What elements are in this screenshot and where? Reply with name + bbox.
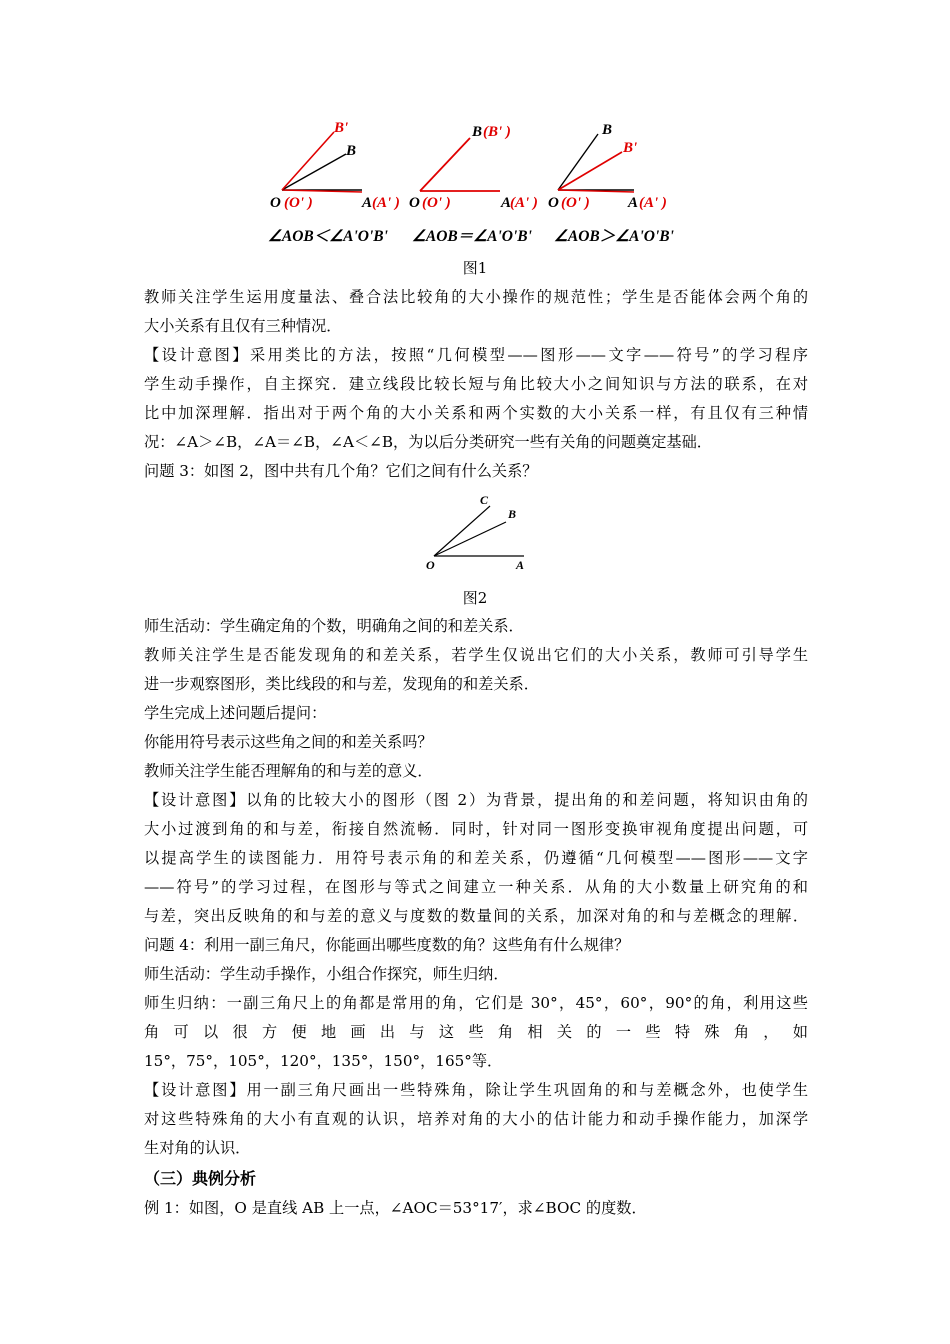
design-intent-line: 【设计意图】采用类比的方法，按照“几何模型——图形——文字——符号”的学习程序 [144,346,808,364]
design-intent-line: 【设计意图】用一副三角尺画出一些特殊角，除让学生巩固角的和与差概念外，也使学生 [144,1081,808,1099]
label-b-prime: (B' ) [483,124,511,140]
label-a: A [516,558,525,572]
figure-2-caption: 图2 [462,589,488,607]
label-a-prime: (A' ) [372,195,400,211]
text-block-3 [144,1194,808,1223]
paragraph-line: 师生归纳：一副三角尺上的角都是常用的角，它们是 30°，45°，60°，90°的角，利用这些 [144,994,808,1012]
ray-ob [558,134,598,190]
comparison-greater: ∠AOB＞∠A'O'B' [554,228,674,245]
label-a-prime: (A' ) [639,195,667,211]
paragraph-line: 角 可 以 很 方 便 地 画 出 与 这 些 角 相 关 的 一 些 特 殊 角 ， 如 [144,1023,808,1041]
paragraph-line: 进一步观察图形，类比线段的和与差，发现角的和差关系． [144,675,539,693]
design-intent-line: 生对角的认识． [144,1139,251,1157]
ray-ob [434,522,506,556]
label-o: O [548,195,559,211]
question-3: 问题 3：如图 2，图中共有几个角？它们之间有什么关系？ [144,462,538,480]
design-intent-line: 学生动手操作，自主探究．建立线段比较长短与角比较大小之间知识与方法的联系，在对 [144,375,808,393]
label-b: B [346,143,357,159]
ray-o-prime-b-prime [558,152,622,190]
paragraph-line: 师生活动：学生动手操作，小组合作探究，师生归纳． [144,965,509,983]
ray-ob [282,154,346,190]
paragraph-line: 教师关注学生能否理解角的和与差的意义． [144,762,433,780]
ray-o-prime-b-prime [282,132,334,190]
design-intent-line: 以提高学生的读图能力．用符号表示角的和差关系，仍遵循“几何模型——图形——文字 [144,849,808,867]
panel-3-greater [548,122,667,211]
design-intent-line: 与差，突出反映角的和与差的意义与度数的数量间的关系，加深对角的和与差概念的理解． [144,907,808,925]
label-o: O [426,558,435,572]
figure-1-caption: 图1 [462,259,488,277]
question-4: 问题 4：利用一副三角尺，你能画出哪些度数的角？这些角有什么规律？ [144,936,630,954]
paragraph-line: 你能用符号表示这些角之间的和差关系吗？ [144,733,433,751]
label-b-prime: B' [334,120,349,136]
label-a: A [362,195,373,211]
section-heading: （三）典例分析 [144,1169,257,1188]
text-block-1 [144,283,808,486]
design-intent-line: 【设计意图】以角的比较大小的图形（图 2）为背景，提出角的和差问题，将知识由角的 [144,791,808,809]
paragraph-line: 教师关注学生是否能发现角的和差关系，若学生仅说出它们的大小关系，教师可引导学生 [144,646,808,664]
paragraph-line: 学生完成上述问题后提问： [144,704,327,722]
label-o: O [270,195,281,211]
label-a-prime: (A' ) [510,195,538,211]
design-intent-line: 大小过渡到角的和与差，衔接自然流畅．同时，针对同一图形变换审视角度提出问题，可 [144,820,808,838]
panel-1-less [270,120,400,211]
label-o-prime: (O' ) [422,195,451,211]
label-b-prime: B' [623,140,638,156]
paragraph-line: 15°，75°，105°，120°，135°，150°，165°等． [144,1052,503,1070]
angle-comparison-diagram [258,112,698,252]
text-block-2 [144,612,808,1163]
example-1: 例 1：如图，O 是直线 AB 上一点，∠AOC＝53°17′，求∠BOC 的度数． [144,1199,647,1217]
label-c: C [480,493,489,507]
comparison-equal: ∠AOB＝∠A'O'B' [412,228,532,245]
design-intent-line: 对这些特殊角的大小有直观的认识，培养对角的大小的估计能力和动手操作能力，加深学 [144,1110,808,1128]
label-o-prime: (O' ) [561,195,590,211]
label-o-prime: (O' ) [284,195,313,211]
label-a: A [501,195,512,211]
paragraph-line: 教师关注学生运用度量法、叠合法比较角的大小操作的规范性；学生是否能体会两个角的 [144,288,808,306]
design-intent-line: ——符号”的学习过程，在图形与等式之间建立一种关系．从角的大小数量上研究角的和 [144,878,808,896]
paragraph-line: 大小关系有且仅有三种情况． [144,317,342,335]
ray-oc [434,506,490,556]
label-b: B [508,507,517,521]
design-intent-line: 况：∠A＞∠B，∠A＝∠B，∠A＜∠B，为以后分类研究一些有关角的问题奠定基础． [144,433,712,451]
figure-2 [420,490,540,580]
comparison-less: ∠AOB＜∠A'O'B' [268,228,388,245]
figure-1 [258,112,698,252]
angle-sum-diagram [420,490,540,580]
label-o: O [409,195,420,211]
label-a: A [628,195,639,211]
ray-ob [420,138,470,191]
label-b: B [472,124,483,140]
paragraph-line: 师生活动：学生确定角的个数，明确角之间的和差关系． [144,617,524,635]
design-intent-line: 比中加深理解．指出对于两个角的大小关系和两个实数的大小关系一样，有且仅有三种情 [144,404,808,422]
panel-2-equal [409,124,538,211]
label-b: B [602,122,613,138]
